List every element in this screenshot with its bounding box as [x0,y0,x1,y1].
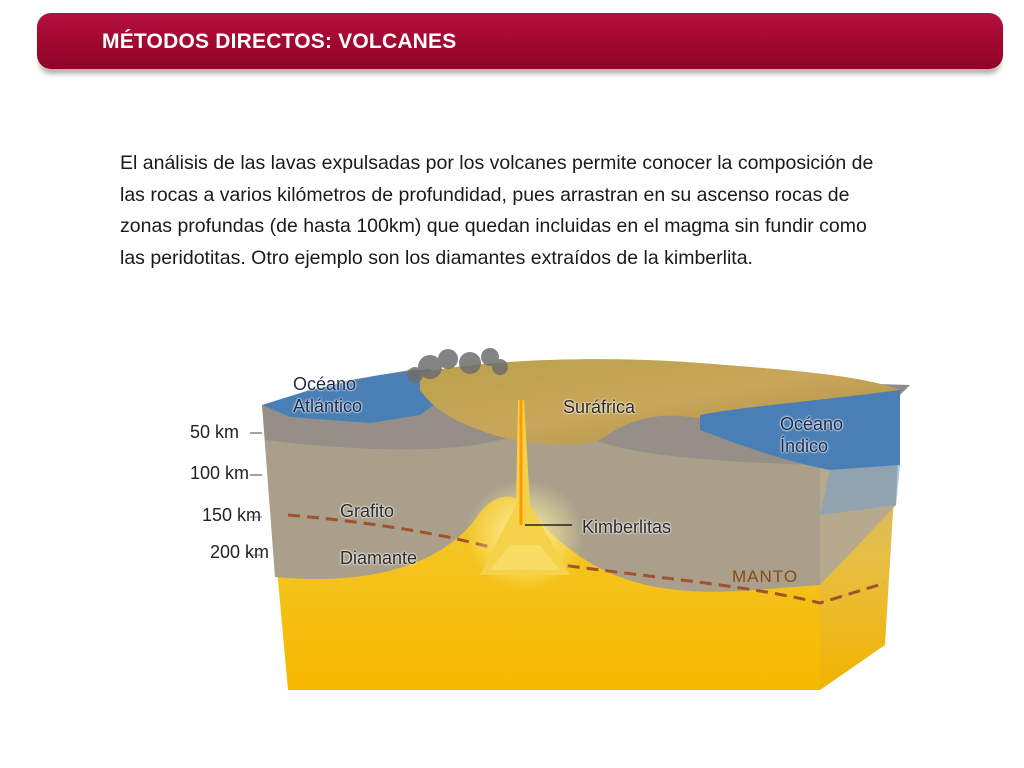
depth-label-50: 50 km [190,422,240,442]
body-paragraph: El análisis de las lavas expulsadas por los volcanes permite conocer la composición de las rocas a varios kilómetros de profundidad, pues arrastran en su ascenso rocas de zonas profundas (de hasta 100km) que quedan incluidas en el magma sin fundir como las peridotitas. Otro ejemplo son los diamantes extraídos de la kimberlita. [120,152,874,269]
label-atlantic-ocean [293,373,362,417]
label-indian-line2: Índico [780,436,829,456]
label-atlantic-line1: Océano [293,374,357,394]
depth-label-100: 100 km [190,463,250,483]
label-indian-ocean [780,413,843,457]
label-graphite: Grafito [340,501,395,521]
label-atlantic-line2: Atlántico [293,396,363,416]
label-kimberlites: Kimberlitas [582,517,672,537]
label-south-africa: Suráfrica [563,397,636,417]
earth-cross-section-diagram [180,345,910,700]
label-diamond: Diamante [340,548,418,568]
label-indian-line1: Océano [780,414,844,434]
depth-label-200: 200 km [210,542,270,562]
label-mantle: MANTO [732,567,799,586]
depth-label-150: 150 km [202,505,262,525]
slide-title: MÉTODOS DIRECTOS: VOLCANES [102,30,457,53]
cross-section-illustration [180,345,910,700]
